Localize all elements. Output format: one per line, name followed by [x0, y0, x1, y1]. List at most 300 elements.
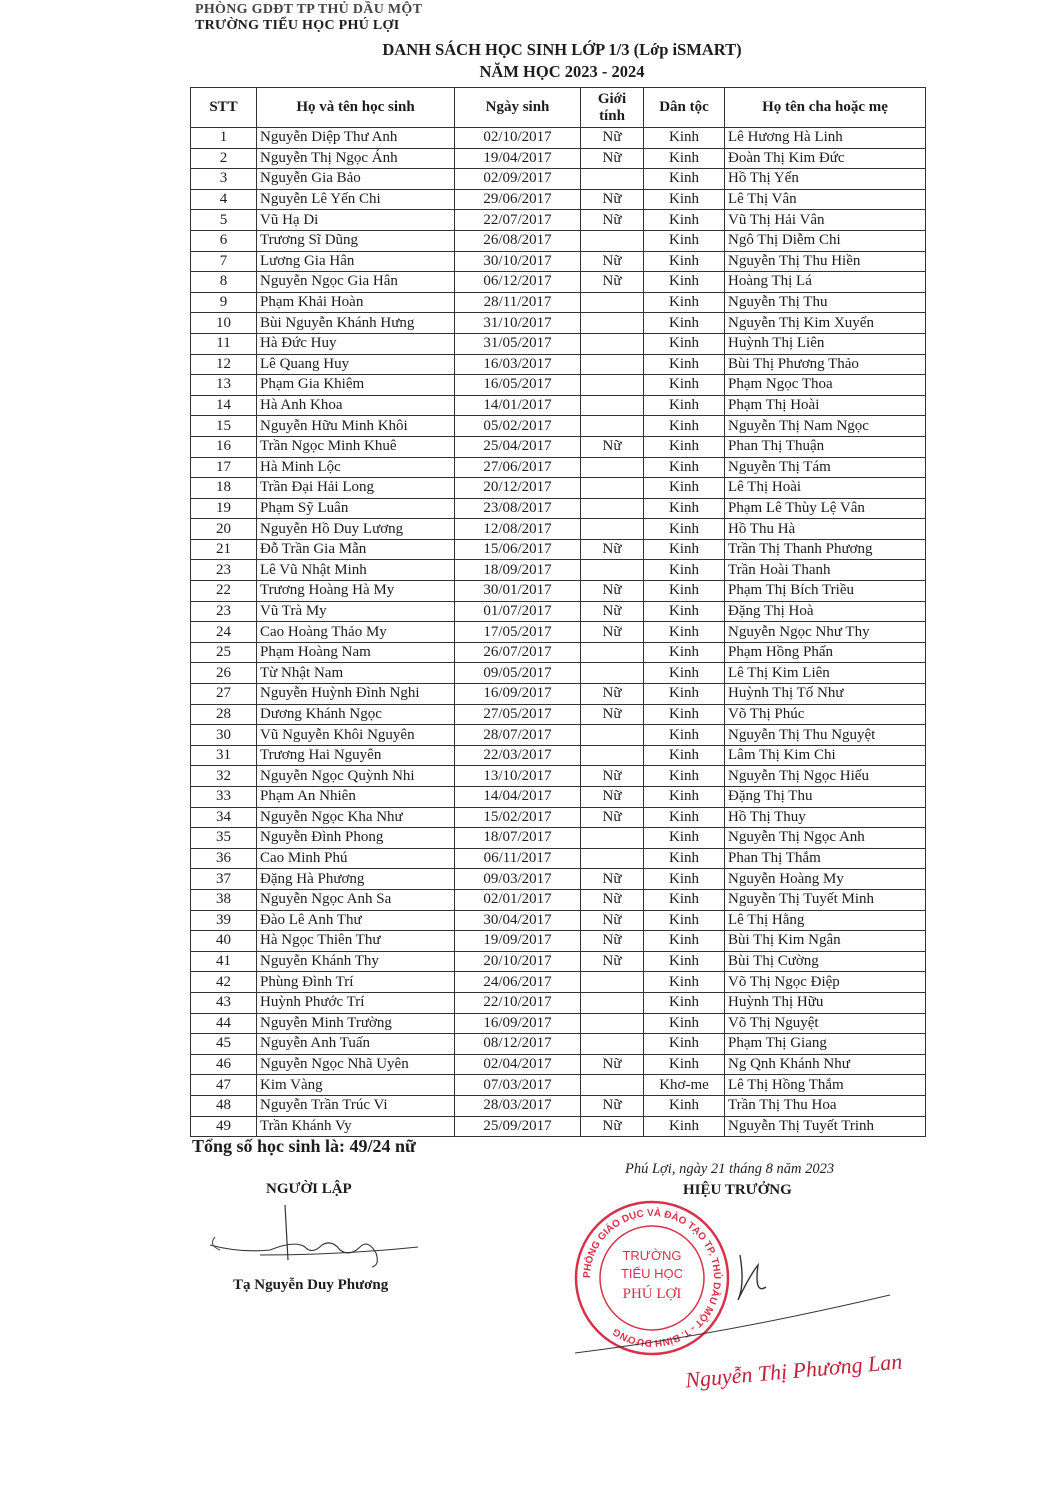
- cell-ethnicity: Kinh: [644, 889, 725, 910]
- cell-stt: 42: [191, 972, 257, 993]
- table-row: [191, 313, 926, 334]
- cell-birthdate: 18/09/2017: [455, 560, 581, 581]
- cell-stt: 20: [191, 519, 257, 540]
- cell-stt: 31: [191, 745, 257, 766]
- cell-student-name: Phạm An Nhiên: [257, 787, 455, 808]
- cell-gender: [581, 972, 644, 993]
- cell-parent-name: Huỳnh Thị Liên: [725, 333, 926, 354]
- cell-gender: [581, 745, 644, 766]
- cell-parent-name: Nguyễn Thị Ngọc Anh: [725, 828, 926, 849]
- cell-gender: Nữ: [581, 889, 644, 910]
- cell-gender: [581, 560, 644, 581]
- cell-student-name: Nguyễn Hữu Minh Khôi: [257, 416, 455, 437]
- cell-ethnicity: Kinh: [644, 848, 725, 869]
- table-header-row: [191, 88, 926, 128]
- cell-stt: 10: [191, 313, 257, 334]
- cell-ethnicity: Kinh: [644, 313, 725, 334]
- cell-student-name: Hà Minh Lộc: [257, 457, 455, 478]
- cell-ethnicity: Kinh: [644, 333, 725, 354]
- cell-gender: Nữ: [581, 704, 644, 725]
- cell-birthdate: 27/05/2017: [455, 704, 581, 725]
- cell-gender: [581, 292, 644, 313]
- cell-birthdate: 29/06/2017: [455, 189, 581, 210]
- cell-ethnicity: Kinh: [644, 539, 725, 560]
- cell-birthdate: 19/09/2017: [455, 931, 581, 952]
- cell-stt: 5: [191, 210, 257, 231]
- cell-ethnicity: Kinh: [644, 1013, 725, 1034]
- cell-gender: Nữ: [581, 622, 644, 643]
- cell-parent-name: Nguyễn Thị Thu: [725, 292, 926, 313]
- cell-gender: [581, 354, 644, 375]
- cell-parent-name: Bùi Thị Cường: [725, 951, 926, 972]
- cell-parent-name: Vũ Thị Hải Vân: [725, 210, 926, 231]
- cell-gender: [581, 1013, 644, 1034]
- cell-stt: 43: [191, 992, 257, 1013]
- cell-parent-name: Phạm Lê Thùy Lệ Vân: [725, 498, 926, 519]
- table-row: [191, 848, 926, 869]
- table-row: [191, 354, 926, 375]
- table-row: [191, 951, 926, 972]
- total-students: Tổng số học sinh là: 49/24 nữ: [192, 1136, 416, 1156]
- cell-ethnicity: Kinh: [644, 395, 725, 416]
- table-row: [191, 622, 926, 643]
- cell-ethnicity: Kinh: [644, 478, 725, 499]
- cell-parent-name: Nguyễn Hoàng My: [725, 869, 926, 890]
- svg-text:PHÚ LỢI: PHÚ LỢI: [622, 1286, 682, 1302]
- school-year: NĂM HỌC 2023 - 2024: [479, 62, 645, 81]
- cell-parent-name: Bùi Thị Kim Ngân: [725, 931, 926, 952]
- cell-stt: 16: [191, 436, 257, 457]
- table-row: [191, 272, 926, 293]
- cell-parent-name: Lê Thị Hằng: [725, 910, 926, 931]
- table-row: [191, 807, 926, 828]
- cell-stt: 22: [191, 581, 257, 602]
- cell-parent-name: Đặng Thị Hoà: [725, 601, 926, 622]
- cell-student-name: Nguyễn Trần Trúc Vi: [257, 1095, 455, 1116]
- cell-birthdate: 15/02/2017: [455, 807, 581, 828]
- cell-birthdate: 16/05/2017: [455, 375, 581, 396]
- cell-ethnicity: Kinh: [644, 292, 725, 313]
- table-row: [191, 972, 926, 993]
- cell-gender: Nữ: [581, 1116, 644, 1137]
- cell-ethnicity: Kinh: [644, 745, 725, 766]
- cell-parent-name: Trần Thị Thu Hoa: [725, 1095, 926, 1116]
- cell-ethnicity: Kinh: [644, 169, 725, 190]
- cell-parent-name: Trần Hoài Thanh: [725, 560, 926, 581]
- table-row: [191, 478, 926, 499]
- table-row: [191, 189, 926, 210]
- cell-gender: [581, 169, 644, 190]
- cell-parent-name: Võ Thị Phúc: [725, 704, 926, 725]
- cell-gender: [581, 478, 644, 499]
- cell-gender: [581, 313, 644, 334]
- preparer-signature: [200, 1195, 430, 1275]
- cell-stt: 17: [191, 457, 257, 478]
- cell-ethnicity: Kinh: [644, 148, 725, 169]
- cell-parent-name: Phạm Thị Giang: [725, 1034, 926, 1055]
- cell-gender: [581, 395, 644, 416]
- cell-student-name: Cao Minh Phú: [257, 848, 455, 869]
- cell-birthdate: 09/03/2017: [455, 869, 581, 890]
- header-ethnicity: Dân tộc: [644, 88, 725, 128]
- preparer-name: Tạ Nguyễn Duy Phương: [233, 1277, 389, 1293]
- cell-stt: 33: [191, 787, 257, 808]
- header-student-name: Họ và tên học sinh: [257, 88, 455, 128]
- cell-student-name: Bùi Nguyễn Khánh Hưng: [257, 313, 455, 334]
- cell-gender: Nữ: [581, 272, 644, 293]
- cell-parent-name: Phan Thị Thuận: [725, 436, 926, 457]
- cell-student-name: Đào Lê Anh Thư: [257, 910, 455, 931]
- cell-birthdate: 26/08/2017: [455, 230, 581, 251]
- cell-ethnicity: Kinh: [644, 869, 725, 890]
- cell-gender: [581, 992, 644, 1013]
- cell-student-name: Trương Hoàng Hà My: [257, 581, 455, 602]
- cell-stt: 12: [191, 354, 257, 375]
- table-row: [191, 889, 926, 910]
- cell-ethnicity: Kinh: [644, 210, 725, 231]
- cell-student-name: Nguyễn Thị Ngọc Ánh: [257, 148, 455, 169]
- cell-ethnicity: Kinh: [644, 725, 725, 746]
- cell-student-name: Nguyễn Gia Bảo: [257, 169, 455, 190]
- cell-gender: [581, 333, 644, 354]
- cell-birthdate: 28/07/2017: [455, 725, 581, 746]
- cell-birthdate: 05/02/2017: [455, 416, 581, 437]
- header-stt: STT: [191, 88, 257, 128]
- table-row: [191, 1034, 926, 1055]
- table-row: [191, 292, 926, 313]
- cell-gender: [581, 519, 644, 540]
- table-row: [191, 601, 926, 622]
- cell-gender: Nữ: [581, 807, 644, 828]
- cell-parent-name: Ng Qnh Khánh Như: [725, 1054, 926, 1075]
- table-row: [191, 539, 926, 560]
- cell-parent-name: Phạm Thị Bích Triều: [725, 581, 926, 602]
- cell-ethnicity: Kinh: [644, 1054, 725, 1075]
- cell-stt: 36: [191, 848, 257, 869]
- cell-parent-name: Ngô Thị Diễm Chi: [725, 230, 926, 251]
- cell-student-name: Nguyễn Lê Yến Chi: [257, 189, 455, 210]
- table-row: [191, 787, 926, 808]
- cell-parent-name: Võ Thị Nguyệt: [725, 1013, 926, 1034]
- principal-label: HIỆU TRƯỞNG: [683, 1182, 792, 1198]
- cell-gender: Nữ: [581, 189, 644, 210]
- table-row: [191, 333, 926, 354]
- cell-stt: 3: [191, 169, 257, 190]
- cell-gender: [581, 1034, 644, 1055]
- cell-birthdate: 22/07/2017: [455, 210, 581, 231]
- table-row: [191, 828, 926, 849]
- cell-student-name: Vũ Trà My: [257, 601, 455, 622]
- cell-parent-name: Bùi Thị Phương Thảo: [725, 354, 926, 375]
- cell-stt: 45: [191, 1034, 257, 1055]
- cell-gender: [581, 498, 644, 519]
- cell-ethnicity: Kinh: [644, 704, 725, 725]
- cell-stt: 23: [191, 560, 257, 581]
- cell-parent-name: Nguyễn Thị Nam Ngọc: [725, 416, 926, 437]
- cell-stt: 32: [191, 766, 257, 787]
- cell-student-name: Lê Vũ Nhật Minh: [257, 560, 455, 581]
- table-row: [191, 416, 926, 437]
- cell-parent-name: Trần Thị Thanh Phương: [725, 539, 926, 560]
- cell-gender: Nữ: [581, 787, 644, 808]
- cell-ethnicity: Kinh: [644, 951, 725, 972]
- table-row: [191, 1095, 926, 1116]
- cell-parent-name: Nguyễn Thị Tuyết Minh: [725, 889, 926, 910]
- header-birthdate: Ngày sinh: [455, 88, 581, 128]
- cell-stt: 35: [191, 828, 257, 849]
- cell-parent-name: Phạm Ngọc Thoa: [725, 375, 926, 396]
- cell-ethnicity: Kinh: [644, 1095, 725, 1116]
- table-row: [191, 1054, 926, 1075]
- cell-birthdate: 02/01/2017: [455, 889, 581, 910]
- document-title: DANH SÁCH HỌC SINH LỚP 1/3 (Lớp iSMART): [382, 40, 742, 59]
- table-row: [191, 725, 926, 746]
- cell-birthdate: 20/12/2017: [455, 478, 581, 499]
- cell-birthdate: 19/04/2017: [455, 148, 581, 169]
- cell-stt: 38: [191, 889, 257, 910]
- cell-parent-name: Phạm Hồng Phấn: [725, 642, 926, 663]
- cell-student-name: Lương Gia Hân: [257, 251, 455, 272]
- cell-stt: 7: [191, 251, 257, 272]
- cell-student-name: Nguyễn Ngọc Anh Sa: [257, 889, 455, 910]
- table-row: [191, 251, 926, 272]
- cell-gender: Nữ: [581, 869, 644, 890]
- cell-birthdate: 25/04/2017: [455, 436, 581, 457]
- cell-student-name: Trần Khánh Vy: [257, 1116, 455, 1137]
- signing-date: Phú Lợi, ngày 21 tháng 8 năm 2023: [625, 1161, 835, 1177]
- cell-stt: 48: [191, 1095, 257, 1116]
- cell-ethnicity: Kinh: [644, 622, 725, 643]
- table-row: [191, 704, 926, 725]
- cell-student-name: Hà Ngọc Thiên Thư: [257, 931, 455, 952]
- cell-gender: Nữ: [581, 684, 644, 705]
- cell-birthdate: 08/12/2017: [455, 1034, 581, 1055]
- table-row: [191, 684, 926, 705]
- table-row: [191, 869, 926, 890]
- cell-birthdate: 16/03/2017: [455, 354, 581, 375]
- principal-name: Nguyễn Thị Phương Lan: [684, 1348, 904, 1393]
- cell-student-name: Nguyễn Ngọc Nhã Uyên: [257, 1054, 455, 1075]
- svg-text:TRƯỜNG: TRƯỜNG: [622, 1248, 682, 1263]
- svg-text:PHÒNG GIÁO DỤC VÀ ĐÀO TẠO TP.: PHÒNG GIÁO DỤC VÀ ĐÀO TẠO TP. THỦ DẦU MỘT - T. BÌNH DƯƠNG: [581, 1207, 723, 1349]
- cell-student-name: Kim Vàng: [257, 1075, 455, 1096]
- cell-student-name: Vũ Hạ Di: [257, 210, 455, 231]
- cell-stt: 49: [191, 1116, 257, 1137]
- cell-parent-name: Hoàng Thị Lá: [725, 272, 926, 293]
- table-row: [191, 519, 926, 540]
- cell-stt: 23: [191, 601, 257, 622]
- cell-birthdate: 13/10/2017: [455, 766, 581, 787]
- cell-birthdate: 14/01/2017: [455, 395, 581, 416]
- cell-birthdate: 06/12/2017: [455, 272, 581, 293]
- cell-student-name: Phạm Gia Khiêm: [257, 375, 455, 396]
- cell-birthdate: 17/05/2017: [455, 622, 581, 643]
- cell-birthdate: 02/04/2017: [455, 1054, 581, 1075]
- cell-student-name: Nguyễn Minh Trường: [257, 1013, 455, 1034]
- cell-ethnicity: Kinh: [644, 498, 725, 519]
- cell-gender: Nữ: [581, 1054, 644, 1075]
- cell-student-name: Trương Hai Nguyên: [257, 745, 455, 766]
- cell-gender: [581, 848, 644, 869]
- cell-parent-name: Nguyễn Thị Tuyết Trinh: [725, 1116, 926, 1137]
- cell-parent-name: Hồ Thu Hà: [725, 519, 926, 540]
- cell-stt: 41: [191, 951, 257, 972]
- cell-ethnicity: Kinh: [644, 1034, 725, 1055]
- cell-student-name: Nguyễn Diệp Thư Anh: [257, 128, 455, 149]
- cell-birthdate: 02/09/2017: [455, 169, 581, 190]
- cell-ethnicity: Kinh: [644, 457, 725, 478]
- cell-birthdate: 18/07/2017: [455, 828, 581, 849]
- cell-stt: 18: [191, 478, 257, 499]
- cell-stt: 46: [191, 1054, 257, 1075]
- cell-birthdate: 27/06/2017: [455, 457, 581, 478]
- cell-stt: 15: [191, 416, 257, 437]
- cell-birthdate: 25/09/2017: [455, 1116, 581, 1137]
- cell-gender: Nữ: [581, 148, 644, 169]
- cell-ethnicity: Kinh: [644, 910, 725, 931]
- header-parent-name: Họ tên cha hoặc mẹ: [725, 88, 926, 128]
- cell-student-name: Phùng Đình Trí: [257, 972, 455, 993]
- cell-stt: 24: [191, 622, 257, 643]
- cell-stt: 27: [191, 684, 257, 705]
- cell-ethnicity: Kinh: [644, 642, 725, 663]
- table-row: [191, 169, 926, 190]
- cell-ethnicity: Kinh: [644, 828, 725, 849]
- cell-birthdate: 20/10/2017: [455, 951, 581, 972]
- cell-birthdate: 22/10/2017: [455, 992, 581, 1013]
- cell-gender: Nữ: [581, 931, 644, 952]
- cell-stt: 2: [191, 148, 257, 169]
- cell-stt: 25: [191, 642, 257, 663]
- table-row: [191, 992, 926, 1013]
- cell-gender: Nữ: [581, 436, 644, 457]
- cell-ethnicity: Khơ-me: [644, 1075, 725, 1096]
- cell-gender: [581, 1075, 644, 1096]
- cell-student-name: Nguyễn Ngọc Kha Như: [257, 807, 455, 828]
- cell-parent-name: Đoàn Thị Kim Đức: [725, 148, 926, 169]
- cell-student-name: Phạm Hoàng Nam: [257, 642, 455, 663]
- cell-stt: 40: [191, 931, 257, 952]
- cell-ethnicity: Kinh: [644, 272, 725, 293]
- cell-stt: 39: [191, 910, 257, 931]
- cell-parent-name: Lê Thị Vân: [725, 189, 926, 210]
- cell-student-name: Trương Sĩ Dũng: [257, 230, 455, 251]
- cell-gender: [581, 725, 644, 746]
- cell-gender: Nữ: [581, 251, 644, 272]
- cell-student-name: Dương Khánh Ngọc: [257, 704, 455, 725]
- cell-gender: Nữ: [581, 581, 644, 602]
- table-row: [191, 1013, 926, 1034]
- cell-stt: 19: [191, 498, 257, 519]
- department-name: PHÒNG GDĐT TP THỦ DẦU MỘT: [195, 2, 423, 17]
- cell-stt: 13: [191, 375, 257, 396]
- cell-stt: 4: [191, 189, 257, 210]
- cell-stt: 26: [191, 663, 257, 684]
- cell-stt: 37: [191, 869, 257, 890]
- cell-stt: 21: [191, 539, 257, 560]
- cell-birthdate: 16/09/2017: [455, 1013, 581, 1034]
- cell-student-name: Trần Ngọc Minh Khuê: [257, 436, 455, 457]
- table-row: [191, 910, 926, 931]
- cell-birthdate: 02/10/2017: [455, 128, 581, 149]
- cell-stt: 8: [191, 272, 257, 293]
- cell-parent-name: Nguyễn Thị Thu Nguyệt: [725, 725, 926, 746]
- cell-stt: 1: [191, 128, 257, 149]
- cell-birthdate: 15/06/2017: [455, 539, 581, 560]
- cell-student-name: Nguyễn Hồ Duy Lương: [257, 519, 455, 540]
- cell-ethnicity: Kinh: [644, 1116, 725, 1137]
- cell-birthdate: 28/03/2017: [455, 1095, 581, 1116]
- cell-student-name: Phạm Sỹ Luân: [257, 498, 455, 519]
- cell-ethnicity: Kinh: [644, 436, 725, 457]
- cell-student-name: Huỳnh Phước Trí: [257, 992, 455, 1013]
- cell-ethnicity: Kinh: [644, 354, 725, 375]
- cell-ethnicity: Kinh: [644, 375, 725, 396]
- cell-parent-name: Đặng Thị Thu: [725, 787, 926, 808]
- cell-birthdate: 24/06/2017: [455, 972, 581, 993]
- cell-parent-name: Nguyễn Thị Tám: [725, 457, 926, 478]
- cell-gender: Nữ: [581, 910, 644, 931]
- table-body: [191, 128, 926, 1137]
- cell-ethnicity: Kinh: [644, 766, 725, 787]
- table-row: [191, 148, 926, 169]
- cell-birthdate: 07/03/2017: [455, 1075, 581, 1096]
- cell-parent-name: Lâm Thị Kim Chi: [725, 745, 926, 766]
- cell-birthdate: 09/05/2017: [455, 663, 581, 684]
- cell-gender: [581, 230, 644, 251]
- cell-ethnicity: Kinh: [644, 519, 725, 540]
- cell-parent-name: Hồ Thị Thuy: [725, 807, 926, 828]
- table-row: [191, 230, 926, 251]
- preparer-label: NGƯỜI LẬP: [266, 1181, 352, 1197]
- cell-parent-name: Huỳnh Thị Hữu: [725, 992, 926, 1013]
- cell-student-name: Nguyễn Khánh Thy: [257, 951, 455, 972]
- cell-parent-name: Lê Thị Hồng Thắm: [725, 1075, 926, 1096]
- cell-student-name: Hà Anh Khoa: [257, 395, 455, 416]
- table-row: [191, 1075, 926, 1096]
- cell-student-name: Nguyễn Ngọc Quỳnh Nhi: [257, 766, 455, 787]
- cell-student-name: Nguyễn Anh Tuấn: [257, 1034, 455, 1055]
- cell-parent-name: Lê Thị Hoài: [725, 478, 926, 499]
- cell-stt: 6: [191, 230, 257, 251]
- cell-birthdate: 06/11/2017: [455, 848, 581, 869]
- cell-ethnicity: Kinh: [644, 251, 725, 272]
- table-row: [191, 581, 926, 602]
- cell-ethnicity: Kinh: [644, 972, 725, 993]
- table-row: [191, 210, 926, 231]
- cell-parent-name: Võ Thị Ngọc Điệp: [725, 972, 926, 993]
- cell-parent-name: Nguyễn Thị Kim Xuyến: [725, 313, 926, 334]
- cell-parent-name: Nguyễn Ngọc Như Thy: [725, 622, 926, 643]
- cell-ethnicity: Kinh: [644, 601, 725, 622]
- table-row: [191, 560, 926, 581]
- school-name: TRƯỜNG TIỂU HỌC PHÚ LỢI: [195, 18, 400, 33]
- cell-stt: 28: [191, 704, 257, 725]
- cell-parent-name: Nguyễn Thị Thu Hiền: [725, 251, 926, 272]
- table-row: [191, 642, 926, 663]
- cell-ethnicity: Kinh: [644, 684, 725, 705]
- cell-parent-name: Lê Hương Hà Linh: [725, 128, 926, 149]
- cell-gender: [581, 416, 644, 437]
- cell-stt: 44: [191, 1013, 257, 1034]
- cell-birthdate: 30/01/2017: [455, 581, 581, 602]
- cell-gender: Nữ: [581, 128, 644, 149]
- table-row: [191, 395, 926, 416]
- cell-stt: 14: [191, 395, 257, 416]
- cell-birthdate: 22/03/2017: [455, 745, 581, 766]
- cell-parent-name: Huỳnh Thị Tố Như: [725, 684, 926, 705]
- table-row: [191, 1116, 926, 1137]
